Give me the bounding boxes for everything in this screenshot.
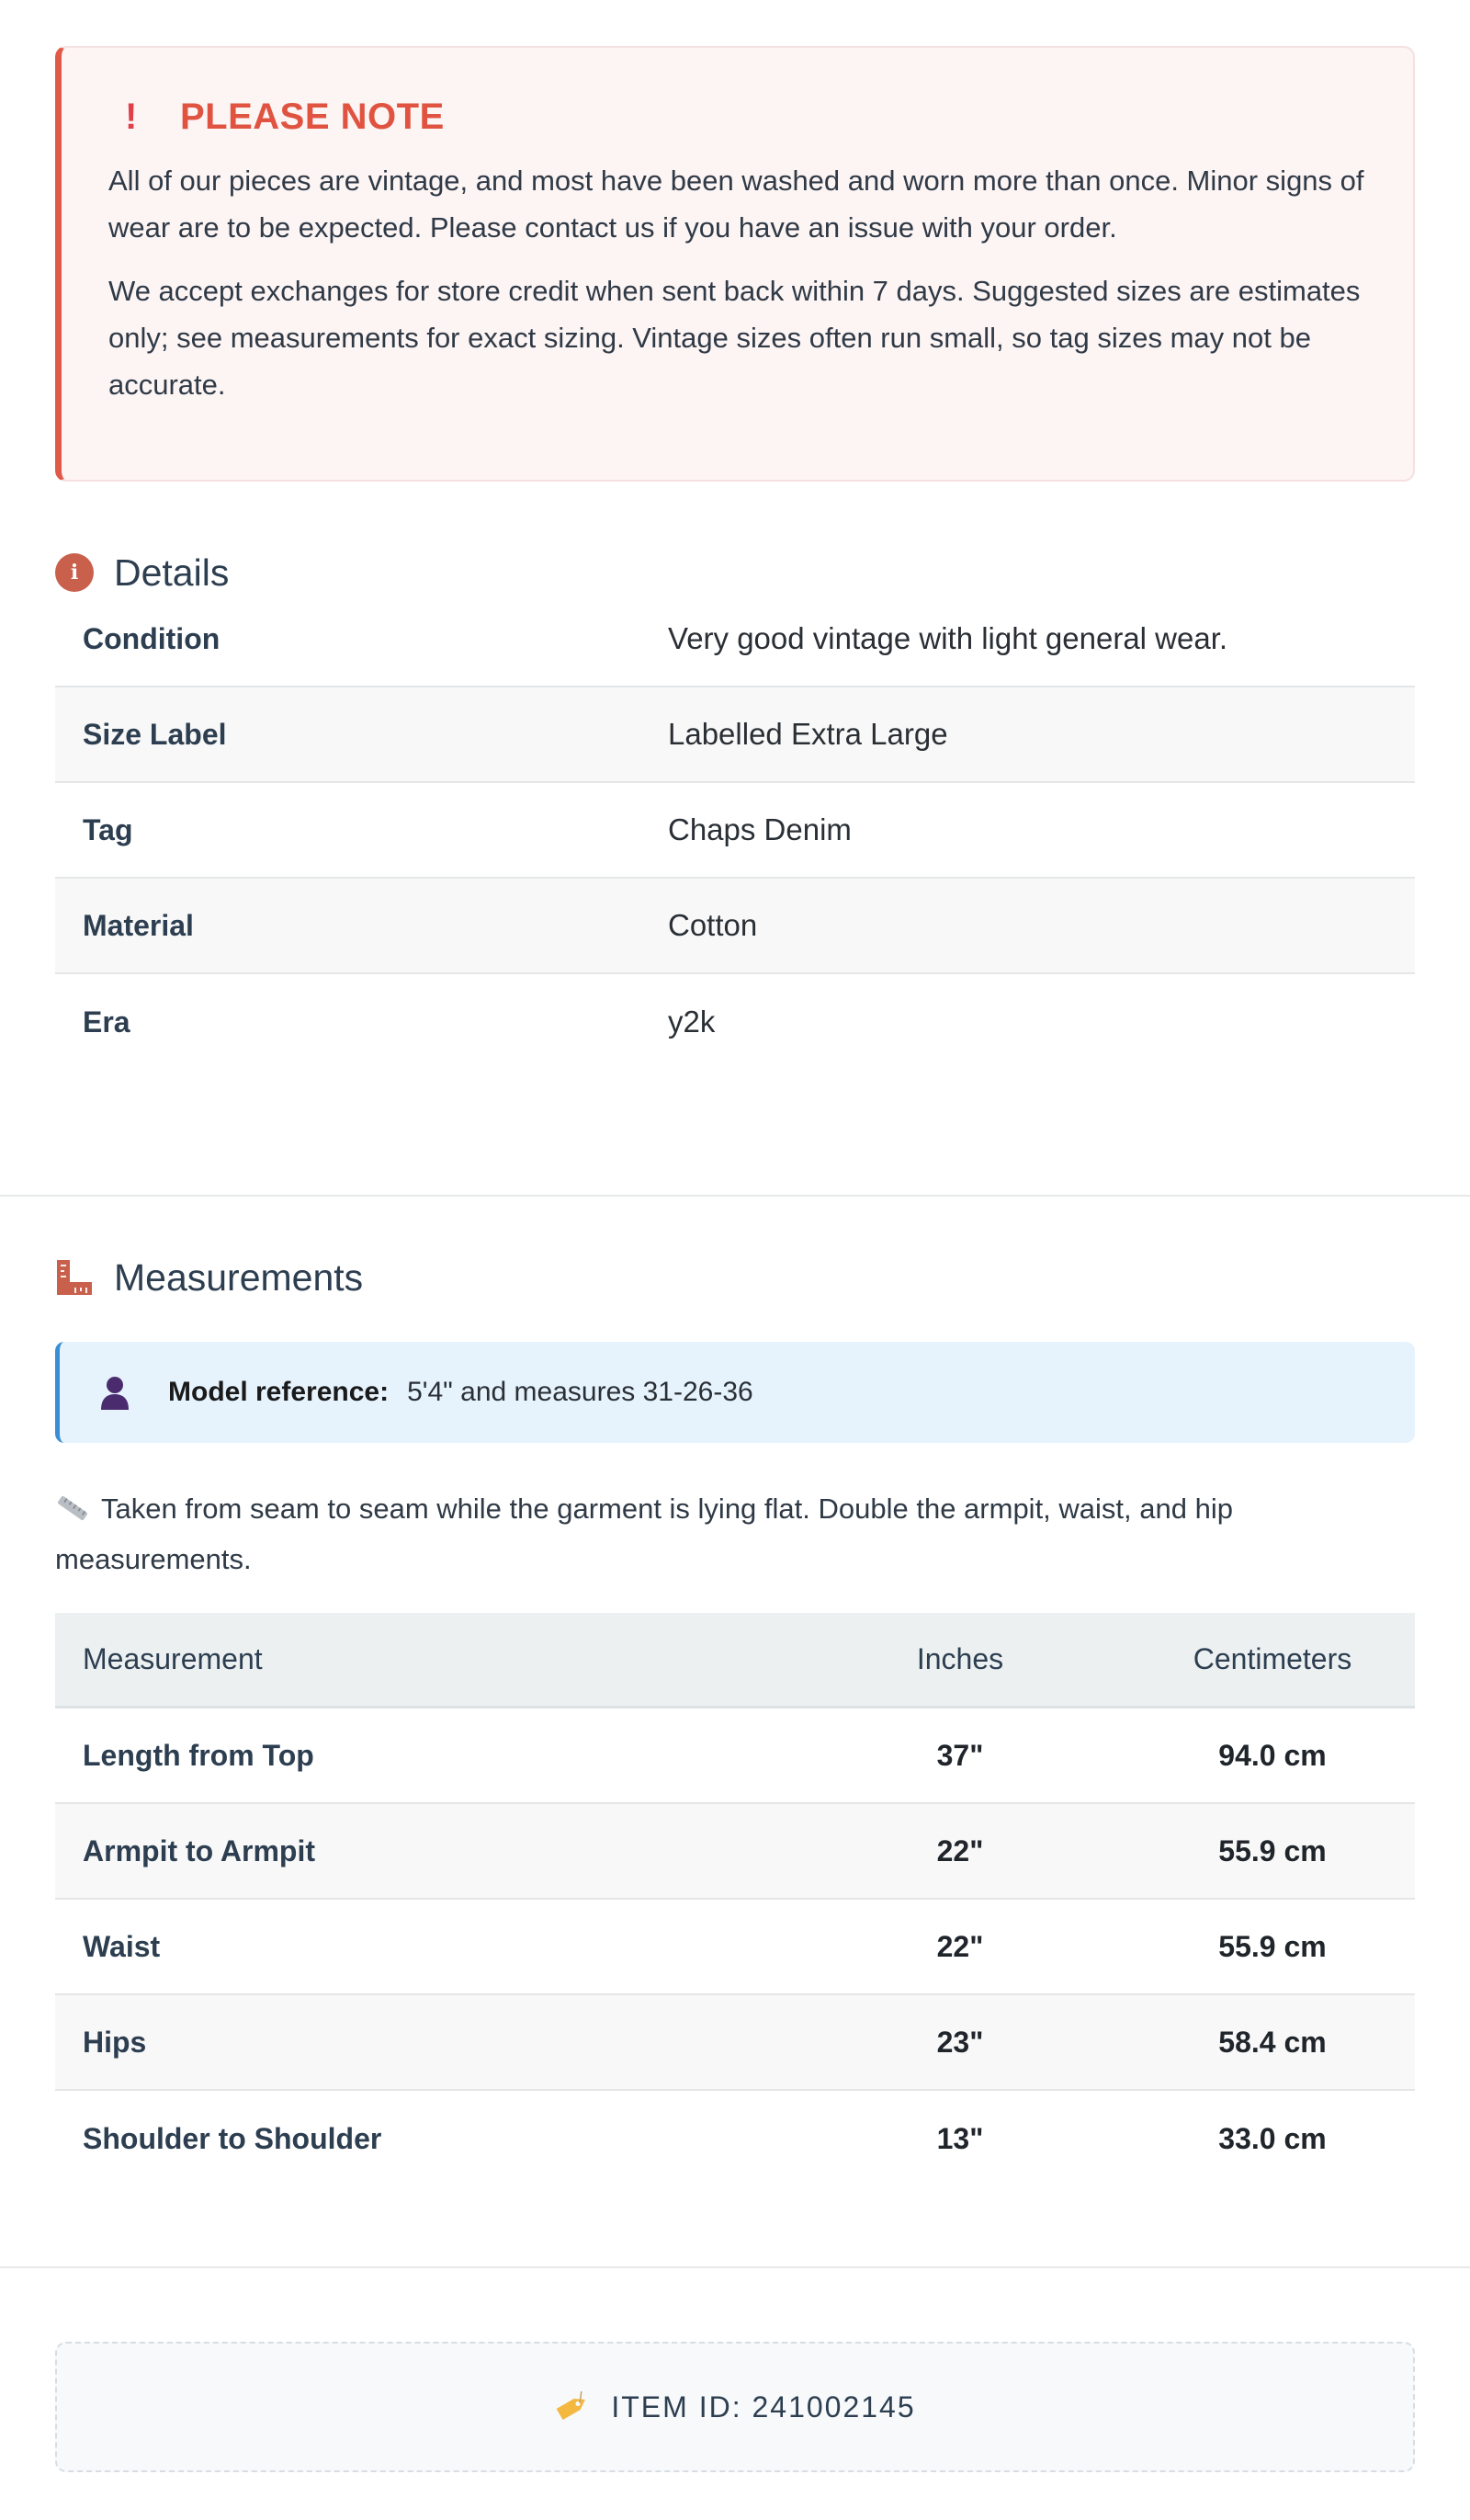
measurement-inches: 22" — [936, 1929, 984, 1963]
measurement-name: Length from Top — [83, 1738, 314, 1772]
measurement-name: Waist — [83, 1929, 161, 1963]
measurements-title: Measurements — [114, 1255, 364, 1299]
details-label: Condition — [83, 621, 220, 655]
measurement-table — [55, 1613, 1415, 2186]
table-row — [55, 1708, 1415, 1804]
table-row — [55, 1995, 1415, 2091]
item-id-text: ITEM ID: 241002145 — [611, 2389, 916, 2424]
measurement-inches: 37" — [936, 1738, 984, 1772]
note-paragraph-1: All of our pieces are vintage, and most have been washed and worn more than once. Minor signs of wear are to be expected. Please contact us if you have an issue with your order. — [108, 165, 1364, 244]
note-title: PLEASE NOTE — [180, 96, 445, 137]
details-value: Chaps Denim — [668, 812, 852, 846]
table-row — [55, 2091, 1415, 2186]
details-row-tag — [55, 783, 1415, 879]
measurement-cm: 94.0 cm — [1218, 1738, 1327, 1772]
tag-icon — [554, 2391, 591, 2423]
measurement-cm: 58.4 cm — [1218, 2025, 1327, 2059]
measurement-name: Hips — [83, 2025, 147, 2059]
column-header-measurement: Measurement — [83, 1642, 263, 1675]
item-id-box — [55, 2342, 1415, 2472]
measurement-note-text: Taken from seam to seam while the garment is lying flat. Double the armpit, waist, and hip measurements. — [55, 1493, 1233, 1575]
details-value: Labelled Extra Large — [668, 717, 948, 751]
person-icon — [98, 1374, 131, 1411]
measurement-inches: 13" — [936, 2121, 984, 2155]
details-value: Very good vintage with light general wear. — [668, 621, 1228, 655]
details-row-condition — [55, 592, 1415, 687]
measurement-cm: 33.0 cm — [1218, 2121, 1327, 2155]
ruler-icon — [55, 1258, 94, 1297]
measurement-cm: 55.9 cm — [1218, 1929, 1327, 1963]
details-label: Tag — [83, 812, 133, 846]
details-row-size-label — [55, 687, 1415, 783]
table-row — [55, 1900, 1415, 1995]
measurement-cm: 55.9 cm — [1218, 1833, 1327, 1867]
please-note-box — [55, 46, 1415, 482]
column-header-inches: Inches — [916, 1642, 1004, 1675]
details-label: Size Label — [83, 717, 227, 751]
details-value: y2k — [668, 1005, 716, 1039]
section-divider — [0, 1195, 1470, 1197]
details-value: Cotton — [668, 908, 758, 942]
exclamation-icon: ! — [125, 96, 138, 137]
measurement-note — [55, 1485, 1415, 1583]
measurement-inches: 22" — [936, 1833, 984, 1867]
details-label: Era — [83, 1005, 130, 1039]
details-table — [55, 592, 1415, 1070]
ruler-pencil-icon — [55, 1489, 90, 1536]
model-reference-label: Model reference: — [168, 1377, 390, 1407]
measurement-inches: 23" — [936, 2025, 984, 2059]
section-divider — [0, 2266, 1470, 2268]
measurements-header — [55, 1254, 363, 1300]
model-reference-value: 5'4" and measures 31-26-36 — [407, 1377, 753, 1407]
measurement-name: Shoulder to Shoulder — [83, 2121, 382, 2155]
details-header — [55, 550, 229, 596]
note-header — [108, 97, 1367, 136]
note-paragraph-2: We accept exchanges for store credit when sent back within 7 days. Suggested sizes are estimates only; see measurements for exact sizing. Vintage sizes often run small, so tag sizes may not be accurate. — [108, 275, 1361, 401]
details-row-material — [55, 879, 1415, 974]
measurement-name: Armpit to Armpit — [83, 1833, 316, 1867]
model-reference-box — [55, 1342, 1415, 1443]
details-label: Material — [83, 908, 194, 942]
details-title: Details — [114, 551, 230, 594]
measurement-table-header — [55, 1613, 1415, 1708]
details-row-era — [55, 974, 1415, 1070]
table-row — [55, 1804, 1415, 1900]
column-header-centimeters: Centimeters — [1193, 1642, 1352, 1675]
info-icon: i — [55, 553, 94, 592]
